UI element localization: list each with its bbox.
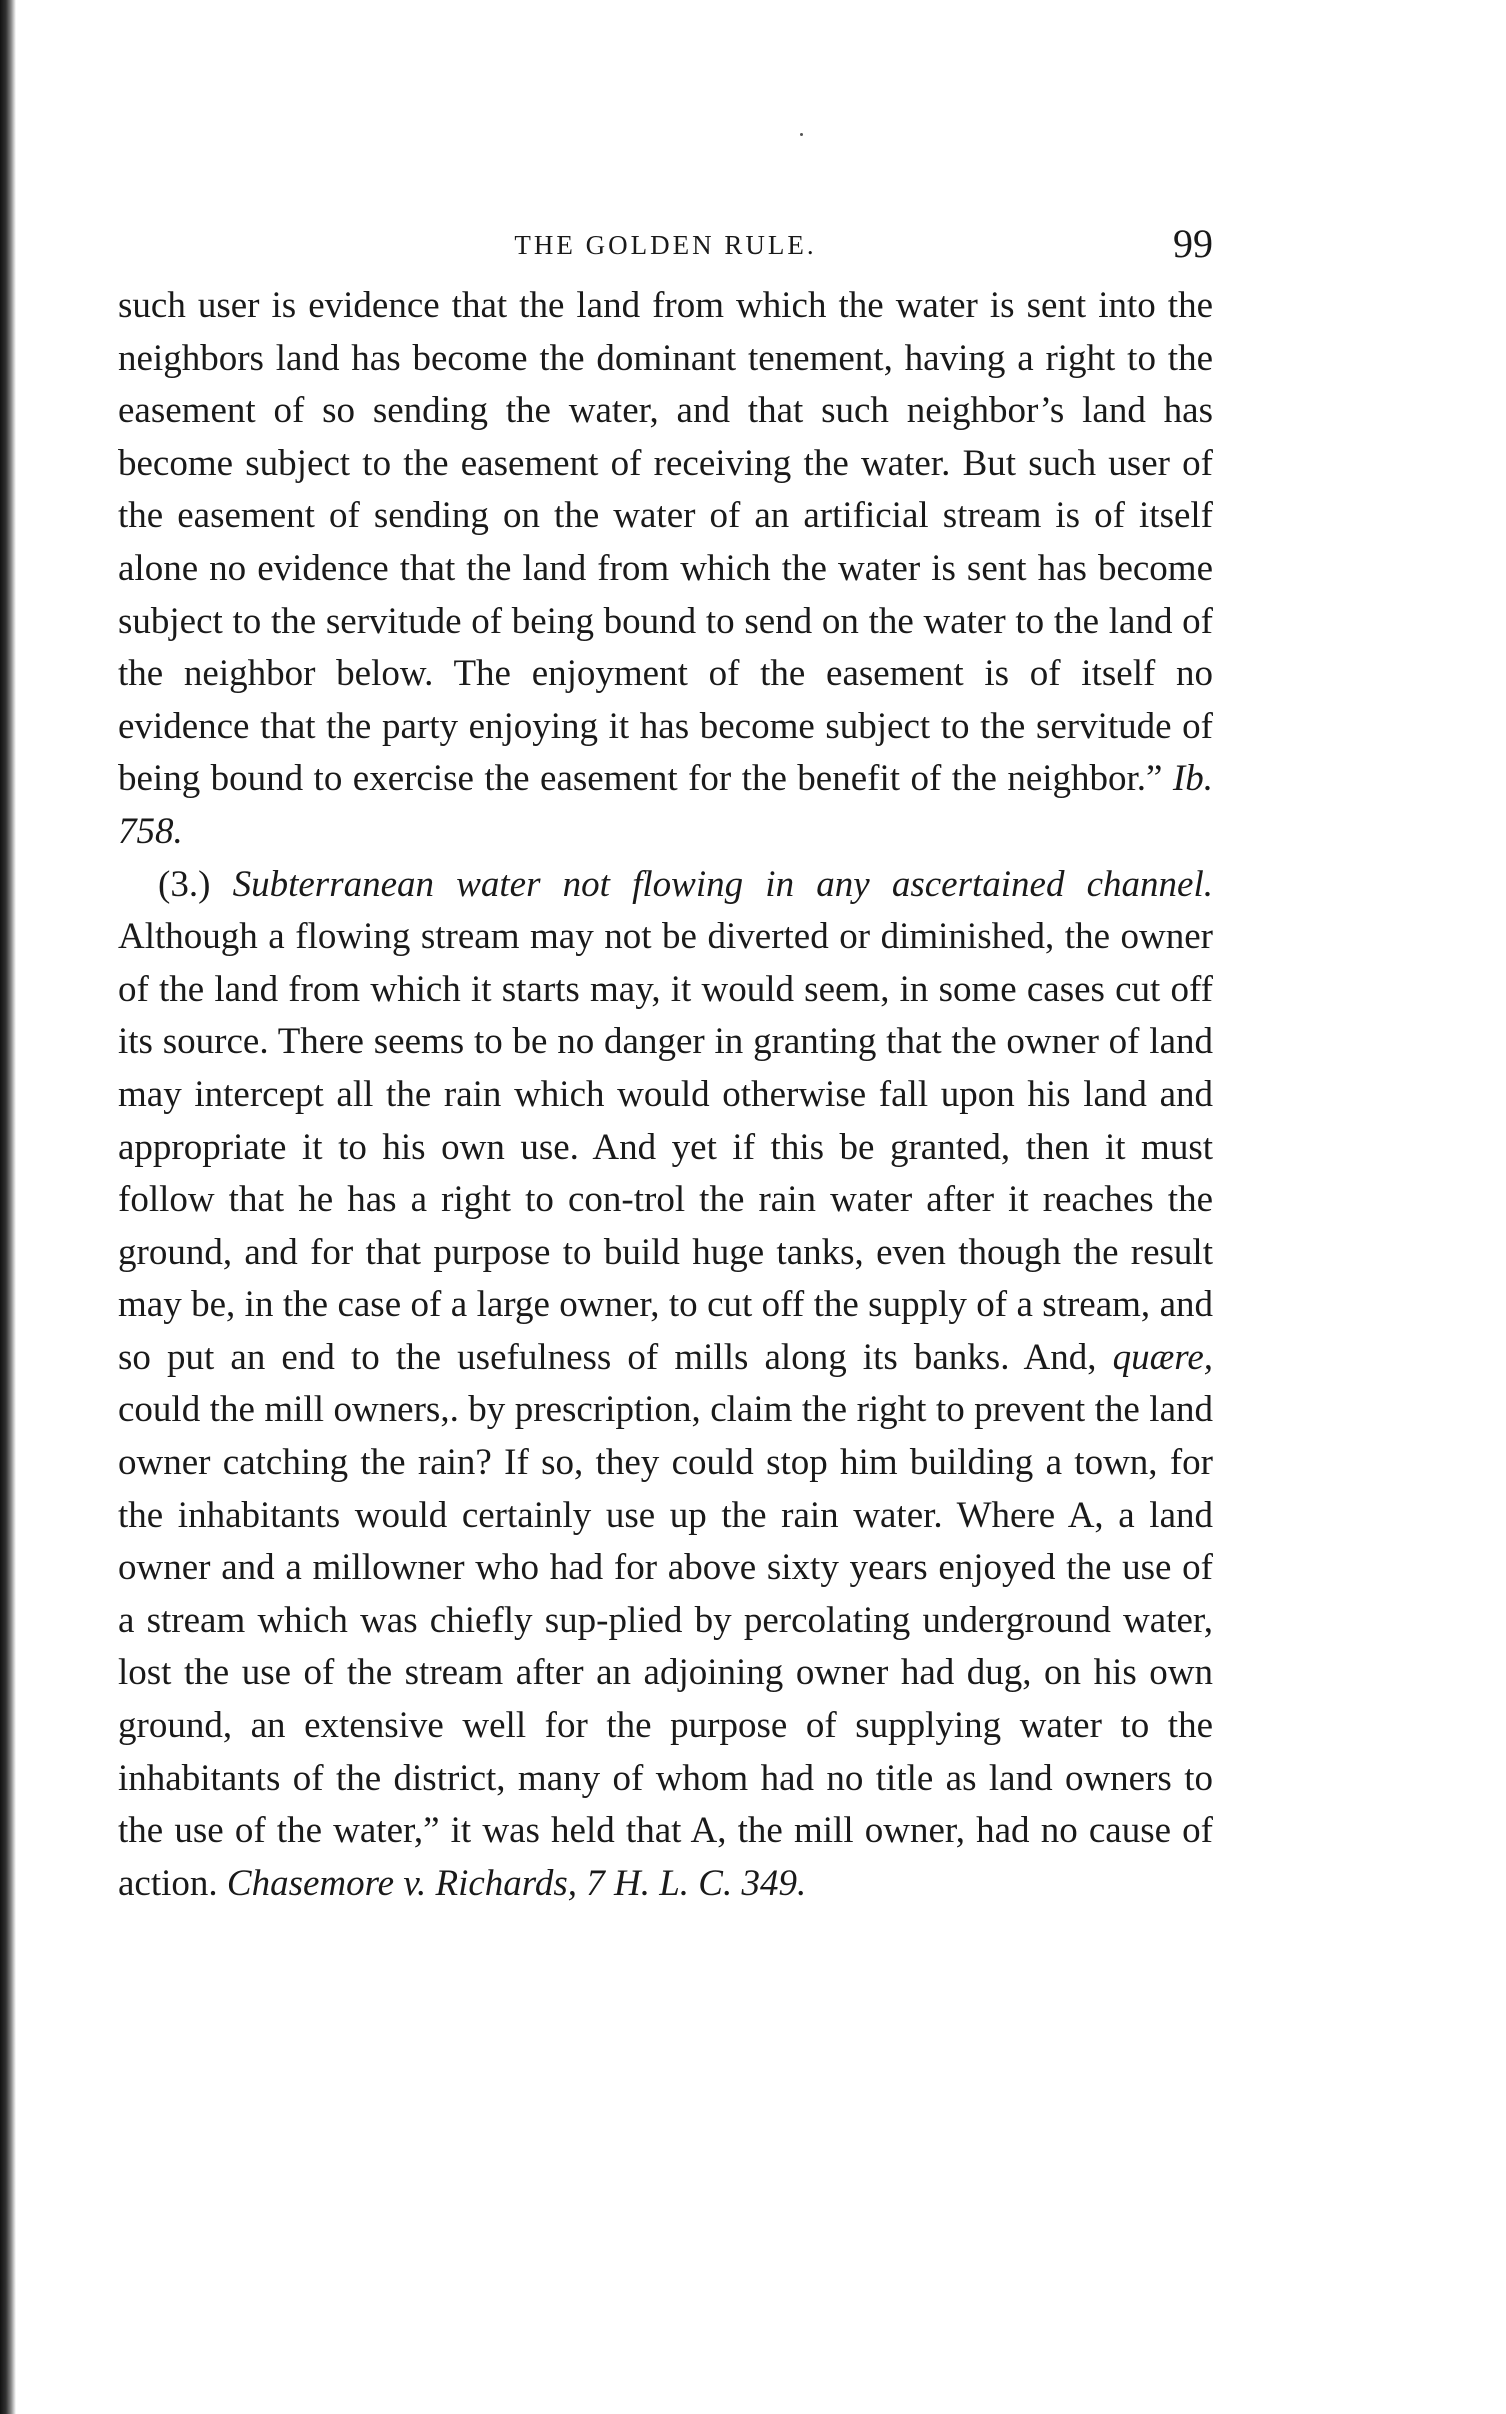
paragraph-2-quaere: quære,: [1112, 1336, 1214, 1378]
paragraph-1: [118, 280, 1213, 859]
paragraph-2-text-b: could the mill owners,. by prescription, claim the right to prevent the land owner catching the rain? If so, they could stop him building a town, for the inhabitants would certainly use up the rain water. Where A, a land owner and a millowner who had for above sixty years enjoyed the use of a stream which was chiefly sup-plied by percolating underground water, lost the use of the stream after an adjoining owner had dug, on his own ground, an extensive well for the purpose of supplying water to the inhabitants of the district, many of whom had no title as land owners to the use of the water,” it was held that A, the mill owner, had no cause of action.: [118, 1389, 1213, 1904]
running-title: THE GOLDEN RULE.: [514, 230, 817, 260]
book-page: [118, 200, 1213, 1910]
case-name: Chasemore v. Richards,: [226, 1862, 577, 1904]
paragraph-1-citation: Ib. 758.: [118, 758, 1213, 852]
paragraph-2-text-a: Although a flowing stream may not be diverted or diminished, the owner of the land from which it starts may, it would seem, in some cases cut off its source. There seems to be no danger in granting that the owner of land may intercept all the rain which would otherwise fall upon his land and appropriate it to his own use. And yet if this be granted, then it must follow that he has a right to con-trol the rain water after it reaches the ground, and for that purpose to build huge tanks, even though the result may be, in the case of a large owner, to cut off the supply of a stream, and so put an end to the usefulness of mills along its banks. And,: [118, 916, 1213, 1378]
body-text: [118, 280, 1213, 1910]
paragraph-2-number: (3.): [158, 863, 211, 905]
page-binding-edge: [0, 0, 16, 2414]
ink-speck: [800, 133, 803, 136]
paragraph-1-text: such user is evidence that the land from which the water is sent into the neighbors land has become the dominant tenement, having a right to the easement of so sending the water, and that such neighbor’s land has become subject to the easement of receiving the water. But such user of the easement of sending on the water of an artificial stream is of itself alone no evidence that the land from which the water is sent has become subject to the servitude of being bound to send on the water to the land of the neighbor below. The enjoyment of the easement is of itself no evidence that the party enjoying it has become subject to the servitude of being bound to exercise the easement for the benefit of the neighbor.”: [118, 285, 1213, 800]
paragraph-2-heading: Subterranean water not flowing in any ascertained channel.: [232, 863, 1214, 905]
page-number: 99: [1173, 221, 1213, 266]
paragraph-2: [118, 859, 1213, 1911]
case-citation: 7 H. L. C. 349.: [586, 1862, 807, 1904]
running-header: [118, 200, 1213, 280]
